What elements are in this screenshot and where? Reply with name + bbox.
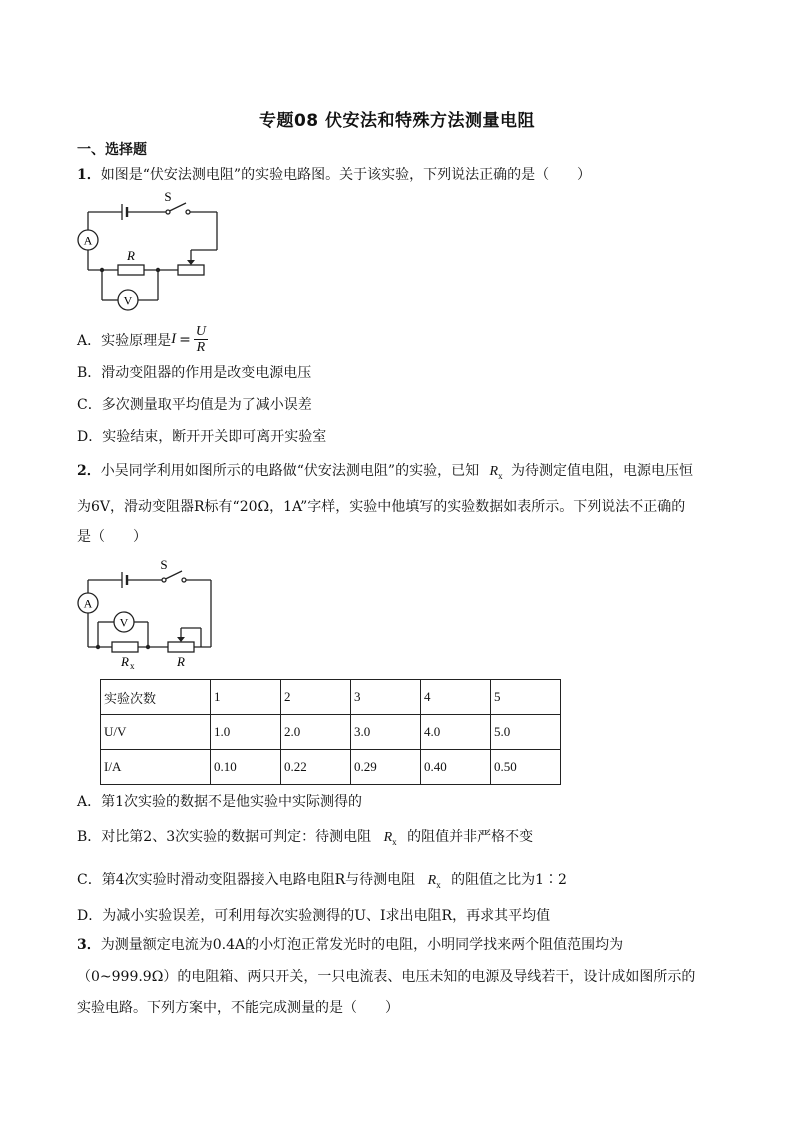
voltmeter-label: V	[119, 615, 129, 630]
formula-denominator: R	[196, 340, 206, 355]
q2-stem-line-2: 为6V，滑动变阻器R标有“20Ω，1A”字样，实验中他填写的实验数据如表所示。下列说法不正确的	[77, 499, 686, 515]
formula-equals: =	[179, 331, 191, 348]
table-cell: 0.50	[491, 750, 561, 785]
q1-option-a	[77, 324, 208, 355]
switch-label: S	[160, 558, 168, 572]
junction-dot-left	[96, 645, 100, 649]
q2-rx-symbol	[490, 464, 503, 479]
section-heading: 一、选择题	[77, 142, 147, 158]
q2-option-c-rx	[428, 873, 441, 888]
q1-stem-text: 如图是“伏安法测电阻”的实验电路图。关于该实验，下列说法正确的是（ ）	[100, 167, 592, 183]
table-cell: I/A	[101, 750, 211, 785]
q2-stem-line-1	[77, 462, 693, 485]
table-cell: 0.29	[351, 750, 421, 785]
q2-option-c	[77, 869, 567, 890]
q2-stem-part-b: 为待测定值电阻，电源电压恒	[511, 463, 694, 479]
page-title: 专题08 伏安法和特殊方法测量电阻	[258, 111, 536, 131]
junction-dot-right	[146, 645, 150, 649]
q2-option-a: A．第1次实验的数据不是他实验中实际测得的	[77, 794, 363, 810]
q3-stem-line-2: （0~999.9Ω）的电阻箱、两只开关，一只电流表、电压未知的电源及导线若干，设计成如图所示的	[77, 969, 696, 985]
q3-stem-line-3: 实验电路。下列方案中，不能完成测量的是（ ）	[77, 1000, 399, 1016]
q3-number: 3．	[77, 937, 101, 953]
rheostat-body	[178, 265, 204, 275]
table-cell: 3	[351, 680, 421, 715]
q3-stem-line-1	[77, 936, 623, 954]
q1-option-b: B．滑动变阻器的作用是改变电源电压	[77, 365, 312, 381]
q2-option-d: D．为减小实验误差，可利用每次实验测得的U、I求出电阻R，再求其平均值	[77, 908, 551, 924]
table-row	[101, 750, 561, 785]
ammeter-label: A	[83, 596, 93, 611]
q2-option-c-pre: C．第4次实验时滑动变阻器接入电路电阻R与待测电阻	[77, 872, 416, 888]
rx-letter: R	[383, 830, 393, 845]
r-label: R	[177, 654, 185, 669]
rheostat-body	[168, 642, 194, 652]
formula-fraction	[194, 324, 208, 355]
table-cell: 2	[281, 680, 351, 715]
rx-subscript: x	[498, 470, 503, 481]
q2-option-b	[77, 826, 533, 847]
q2-option-b-pre: B．对比第2、3次实验的数据可判定：待测电阻	[77, 829, 372, 845]
switch-right-contact	[186, 210, 190, 214]
q1-option-c: C．多次测量取平均值是为了减小误差	[77, 397, 312, 413]
q2-data-table	[100, 679, 561, 785]
formula-numerator: U	[195, 324, 206, 339]
rx-letter: R	[427, 873, 437, 888]
table-cell: 0.10	[211, 750, 281, 785]
table-row	[101, 680, 561, 715]
rx-subscript: x	[436, 879, 441, 890]
switch-lever	[170, 203, 187, 211]
table-cell: 1	[211, 680, 281, 715]
switch-lever	[166, 571, 183, 579]
q1-stem	[77, 166, 591, 184]
rheostat-slider-arrow	[177, 637, 185, 642]
q2-circuit-diagram	[76, 558, 221, 673]
switch-right-contact	[182, 578, 186, 582]
resistor-r	[118, 265, 144, 275]
voltmeter-label: V	[123, 293, 133, 308]
table-cell: 4	[421, 680, 491, 715]
rx-label-subscript: x	[130, 661, 135, 671]
rheostat-slider-arrow	[187, 260, 195, 265]
q1-option-a-text: A．实验原理是	[77, 332, 172, 349]
switch-label: S	[164, 189, 172, 204]
table-cell: 3.0	[351, 715, 421, 750]
rx-letter: R	[489, 464, 499, 479]
table-cell: U/V	[101, 715, 211, 750]
rx-label: R	[121, 654, 129, 669]
q2-option-b-rx	[384, 830, 397, 845]
q2-number: 2．	[77, 463, 101, 479]
junction-dot-right	[156, 268, 160, 272]
q1-circuit-diagram	[76, 188, 226, 314]
q2-option-c-post: 的阻值之比为1∶2	[451, 872, 567, 888]
q2-option-b-post: 的阻值并非严格不变	[407, 829, 534, 845]
formula-lhs: I	[171, 331, 177, 347]
resistor-label: R	[127, 248, 135, 263]
rx-resistor	[112, 642, 138, 652]
table-cell: 实验次数	[101, 680, 211, 715]
table-cell: 5	[491, 680, 561, 715]
rx-subscript: x	[392, 836, 397, 847]
q3-stem-text-1: 为测量额定电流为0.4A的小灯泡正常发光时的电阻，小明同学找来两个阻值范围均为	[100, 937, 624, 953]
table-cell: 4.0	[421, 715, 491, 750]
q1-number: 1．	[77, 167, 101, 183]
q2-stem-part-a: 小吴同学利用如图所示的电路做“伏安法测电阻”的实验，已知	[100, 463, 480, 479]
ammeter-label: A	[83, 233, 93, 248]
table-cell: 1.0	[211, 715, 281, 750]
table-cell: 5.0	[491, 715, 561, 750]
table-cell: 0.40	[421, 750, 491, 785]
q2-stem-line-3: 是（ ）	[77, 529, 147, 545]
q1-option-d: D．实验结束，断开开关即可离开实验室	[77, 429, 327, 445]
table-row	[101, 715, 561, 750]
junction-dot-left	[100, 268, 104, 272]
table-cell: 2.0	[281, 715, 351, 750]
table-cell: 0.22	[281, 750, 351, 785]
